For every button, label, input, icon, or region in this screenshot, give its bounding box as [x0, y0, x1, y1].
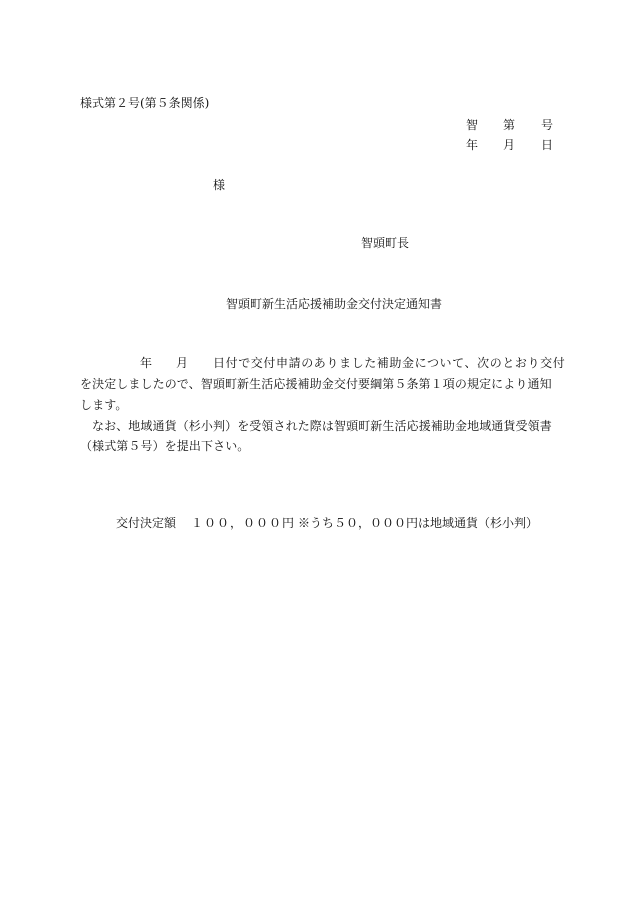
body-line-4: なお、地域通貨（杉小判）を受領された際は智頭町新生活応援補助金地域通貨受領書	[92, 419, 552, 433]
body-line-2: を決定しましたので、智頭町新生活応援補助金交付要綱第５条第１項の規定により通知	[80, 377, 552, 391]
body-line-3: します。	[80, 398, 128, 412]
body-line-5: （様式第５号）を提出下さい。	[80, 439, 250, 453]
date-month: 月	[503, 138, 516, 152]
body-line-1: 日付で交付申請のありました補助金について、次のとおり交付	[213, 356, 566, 370]
document-title: 智頭町新生活応援補助金交付決定通知書	[226, 297, 443, 311]
date-day: 日	[541, 138, 554, 152]
date-year: 年	[466, 138, 479, 152]
body-month: 月	[176, 356, 189, 370]
amount-label: 交付決定額	[116, 516, 177, 530]
amount-note: ※うち５０，０００円は地域通貨（杉小判）	[298, 516, 539, 530]
addressee-suffix: 様	[213, 178, 226, 192]
ref-dai: 第	[503, 118, 516, 132]
issuer: 智頭町長	[361, 236, 410, 250]
body-year: 年	[140, 356, 153, 370]
form-label: 様式第２号(第５条関係)	[80, 96, 210, 110]
ref-prefix: 智	[466, 118, 479, 132]
amount-value: １００，０００円	[191, 516, 296, 530]
ref-go: 号	[541, 118, 554, 132]
